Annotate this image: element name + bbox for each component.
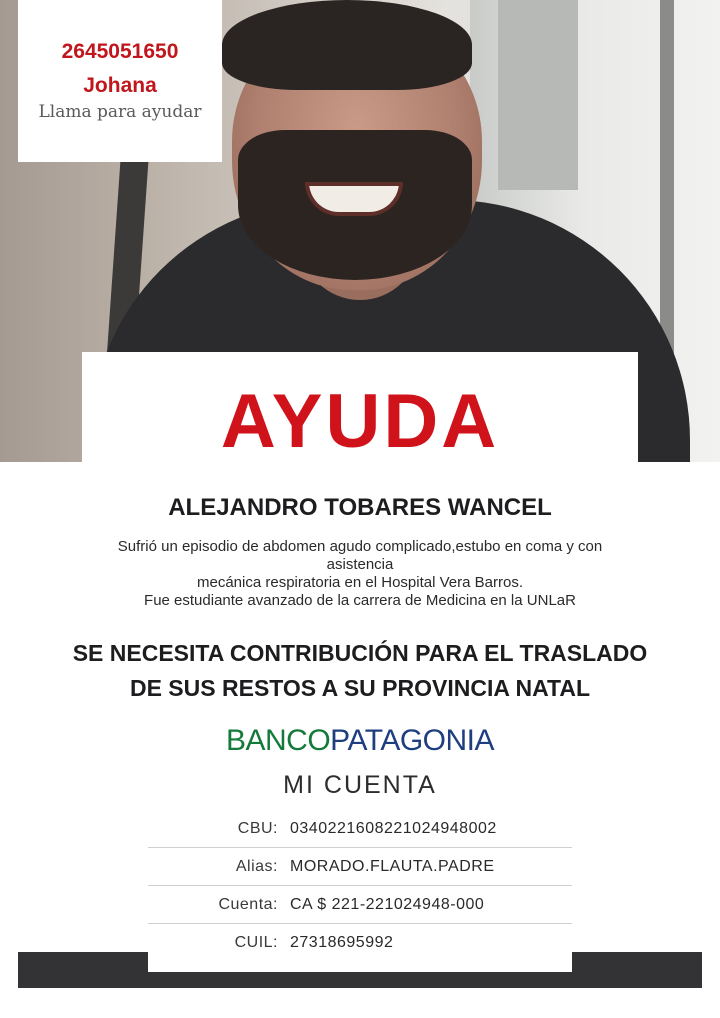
story-line: mecánica respiratoria en el Hospital Vera Barros.: [197, 574, 523, 591]
account-value[interactable]: MORADO.FLAUTA.PADRE: [290, 858, 495, 875]
appeal-line: DE SUS RESTOS A SU PROVINCIA NATAL: [129, 675, 591, 701]
photo-background-panel: [498, 0, 578, 190]
bank-logo-banco: BANCO: [225, 724, 331, 757]
account-value[interactable]: CA $ 221-221024948-000: [290, 896, 485, 913]
appeal-text: [0, 636, 720, 706]
account-row-alias: [148, 848, 572, 886]
headline-box: [82, 352, 638, 464]
story-text: [70, 538, 650, 610]
account-value[interactable]: 0340221608221024948002: [290, 820, 497, 837]
account-label: Alias:: [235, 858, 278, 875]
footer-notch: [148, 952, 572, 972]
bank-logo-patagonia: PATAGONIA: [330, 724, 495, 757]
contact-hint: Llama para ayudar: [38, 102, 202, 122]
contact-phone[interactable]: 2645051650: [61, 40, 179, 63]
person-name: ALEJANDRO TOBARES WANCEL: [168, 494, 552, 521]
story-line: Fue estudiante avanzado de la carrera de Medicina en la UNLaR: [144, 592, 576, 609]
contact-card: [18, 0, 222, 162]
account-details: [148, 810, 572, 961]
account-title: MI CUENTA: [283, 771, 437, 799]
account-label: Cuenta:: [218, 896, 278, 913]
story-line: Sufrió un episodio de abdomen agudo complicado,estubo en coma y con: [117, 538, 603, 555]
contact-name: Johana: [83, 74, 157, 97]
account-row-cbu: [148, 810, 572, 848]
story-line: asistencia: [326, 556, 394, 573]
appeal-line: SE NECESITA CONTRIBUCIÓN PARA EL TRASLADO: [72, 640, 648, 666]
bank-logo: [0, 724, 720, 758]
account-value[interactable]: 27318695992: [290, 934, 394, 951]
account-label: CUIL:: [234, 934, 278, 951]
account-label: CBU:: [237, 820, 278, 837]
photo-hair: [222, 0, 472, 90]
account-row-cuenta: [148, 886, 572, 924]
headline: AYUDA: [220, 379, 500, 464]
